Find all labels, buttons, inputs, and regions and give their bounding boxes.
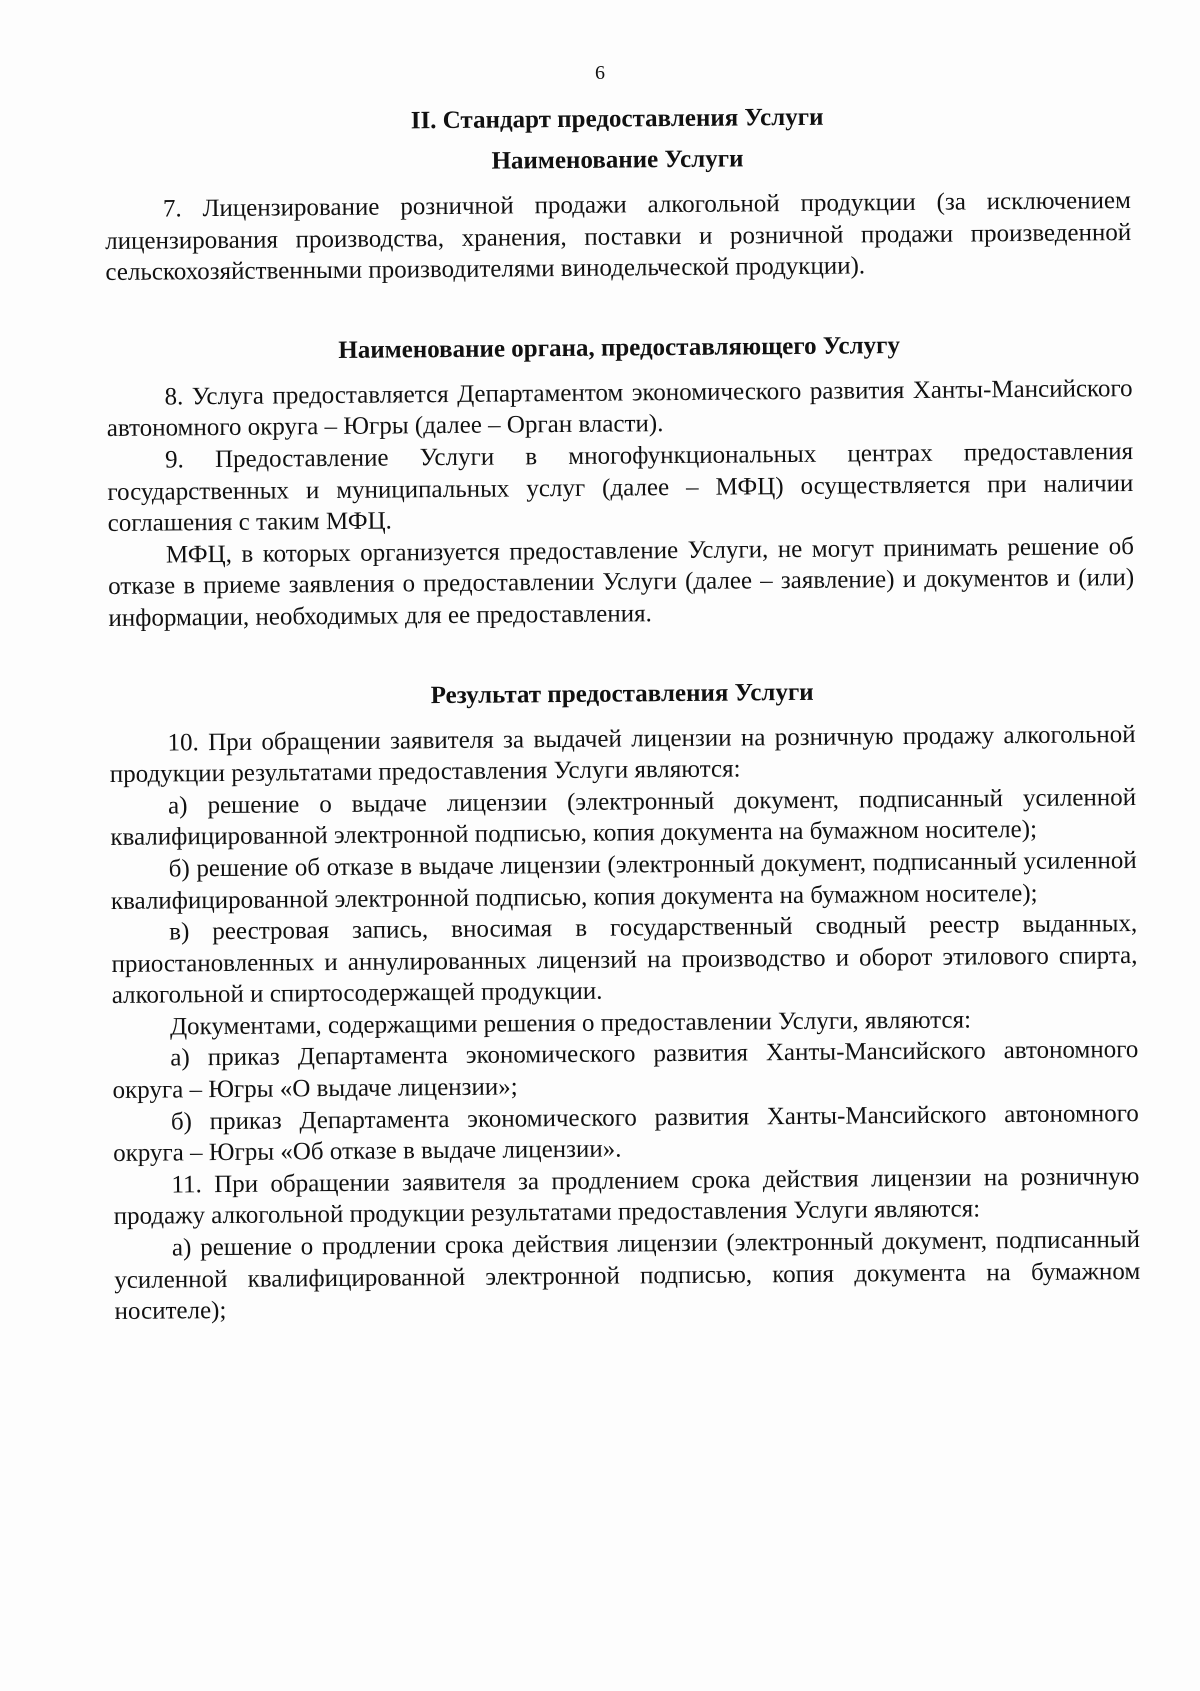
paragraph-10-b: б) решение об отказе в выдаче лицензии (электронный документ, подписанный усиленной квалифицированной электронной подписью, копия документа на бумажном носителе); [110, 846, 1137, 915]
paragraph-10: 10. При обращении заявителя за выдачей лицензии на розничную продажу алкогольной продукции результатами предоставления Услуги являются: [109, 720, 1136, 789]
paragraph-10-a: а) решение о выдаче лицензии (электронный документ, подписанный усиленной квалифицированной электронной подписью, копия документа на бумажном носителе); [110, 783, 1137, 852]
paragraph-10-c: в) реестровая запись, вносимая в государственный сводный реестр выданных, приостановленных и аннулированных лицензий на производство и оборот этилового спирта, алкогольной и спиртосодержащей продукции. [111, 910, 1138, 1010]
paragraph-8: 8. Услуга предоставляется Департаментом экономического развития Ханты-Мансийского автономного округа – Югры (далее – Орган власти). [106, 374, 1133, 443]
paragraph-11: 11. При обращении заявителя за продлением срока действия лицензии на розничную продажу алкогольной продукции результатами предоставления Услуги являются: [113, 1162, 1140, 1231]
section-heading: II. Стандарт предоставления Услуги [410, 103, 824, 135]
document-body [104, 96, 1141, 1328]
paragraph-11-a: а) решение о продлении срока действия лицензии (электронный документ, подписанный усиленной квалифицированной электронной подписью, копия документа на бумажном носителе); [114, 1226, 1141, 1326]
organ-heading: Наименование органа, предоставляющего Услугу [338, 331, 901, 364]
result-heading: Результат предоставления Услуги [430, 678, 814, 709]
paragraph-7: 7. Лицензирование розничной продажи алкогольной продукции (за исключением лицензирования производства, хранения, поставки и розничной продажи произведенной сельскохозяйственными производителями винодельческой продукции). [105, 187, 1132, 287]
paragraph-10-order-a: а) приказ Департамента экономического развития Ханты-Мансийского автономного округа – Югры «О выдаче лицензии»; [112, 1036, 1139, 1105]
paragraph-10-order-b: б) приказ Департамента экономического развития Ханты-Мансийского автономного округа – Югры «Об отказе в выдаче лицензии». [113, 1099, 1139, 1168]
service-name-heading: Наименование Услуги [491, 145, 744, 175]
page-number: 6 [595, 62, 605, 84]
paragraph-9-mfc: МФЦ, в которых организуется предоставление Услуги, не могут принимать решение об отказе в приеме заявления о предоставлении Услуги (далее – заявление) и документов и (или) информации, необходимых для ее предоставления. [108, 532, 1135, 632]
paragraph-10-documents: Документами, содержащими решения о предоставлении Услуги, являются: [169, 1006, 972, 1041]
paragraph-9: 9. Предоставление Услуги в многофункциональных центрах предоставления государственных и муниципальных услуг (далее – МФЦ) осуществляется при наличии соглашения с таким МФЦ. [107, 438, 1134, 538]
